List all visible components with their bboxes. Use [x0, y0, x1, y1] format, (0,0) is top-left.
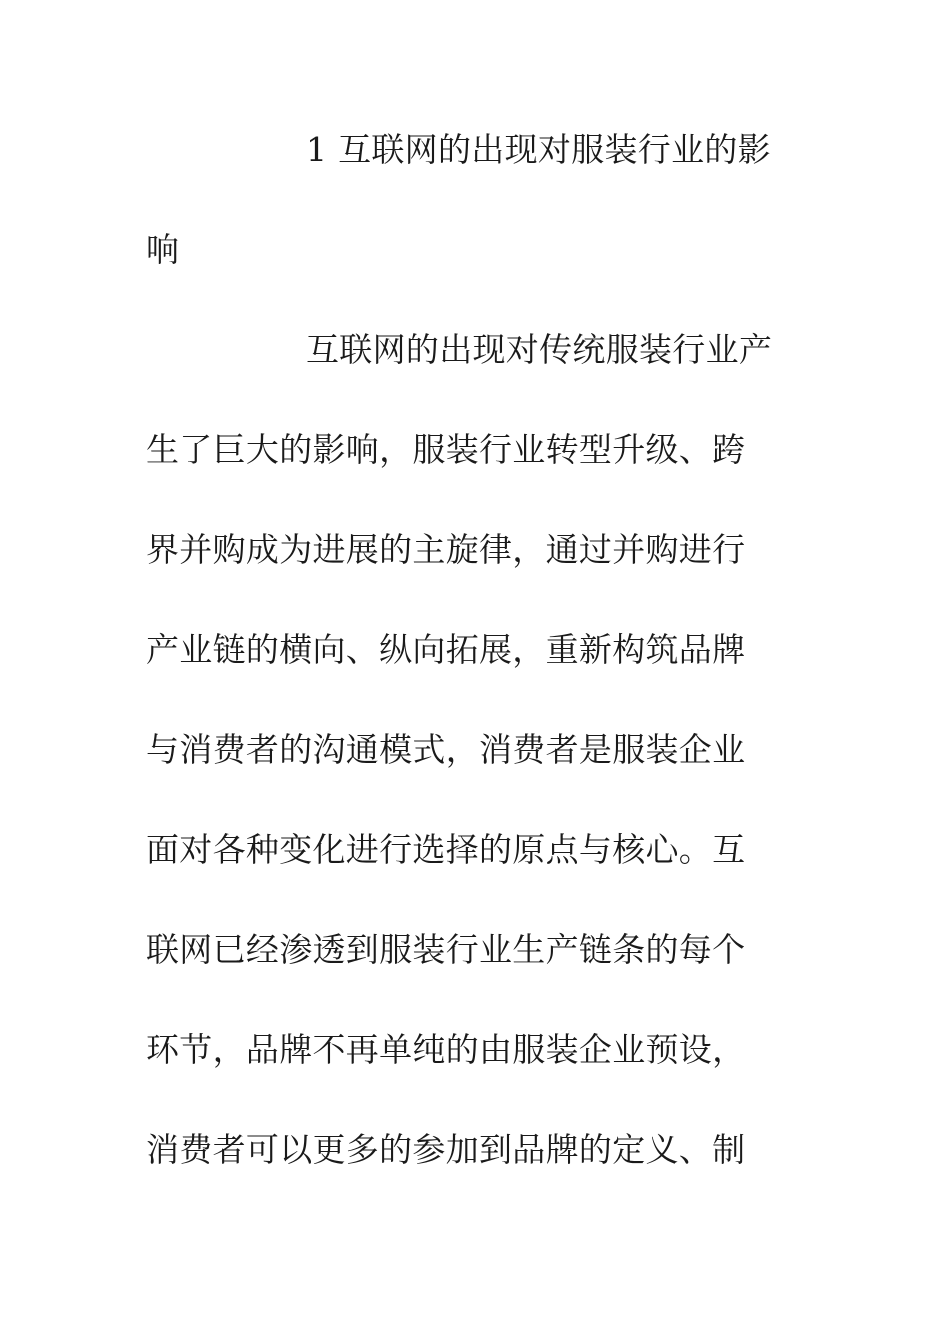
paragraph-line: 生了巨大的影响，服装行业转型升级、跨 [146, 430, 746, 469]
paragraph-line: 产业链的横向、纵向拓展，重新构筑品牌 [146, 630, 746, 669]
paragraph-line: 互联网的出现对传统服装行业产 [306, 330, 773, 369]
paragraph-line: 界并购成为进展的主旋律，通过并购进行 [146, 530, 746, 569]
paragraph-line: 面对各种变化进行选择的原点与核心。互 [146, 830, 746, 869]
paragraph-line: 环节，品牌不再单纯的由服装企业预设， [146, 1030, 746, 1069]
paragraph-line: 联网已经渗透到服装行业生产链条的每个 [146, 930, 746, 969]
section-heading-line-1: 1 互联网的出现对服装行业的影 [306, 130, 771, 169]
section-heading-line-2: 响 [146, 230, 180, 269]
paragraph-line: 消费者可以更多的参加到品牌的定义、制 [146, 1130, 746, 1169]
paragraph-line: 与消费者的沟通模式，消费者是服装企业 [146, 730, 746, 769]
